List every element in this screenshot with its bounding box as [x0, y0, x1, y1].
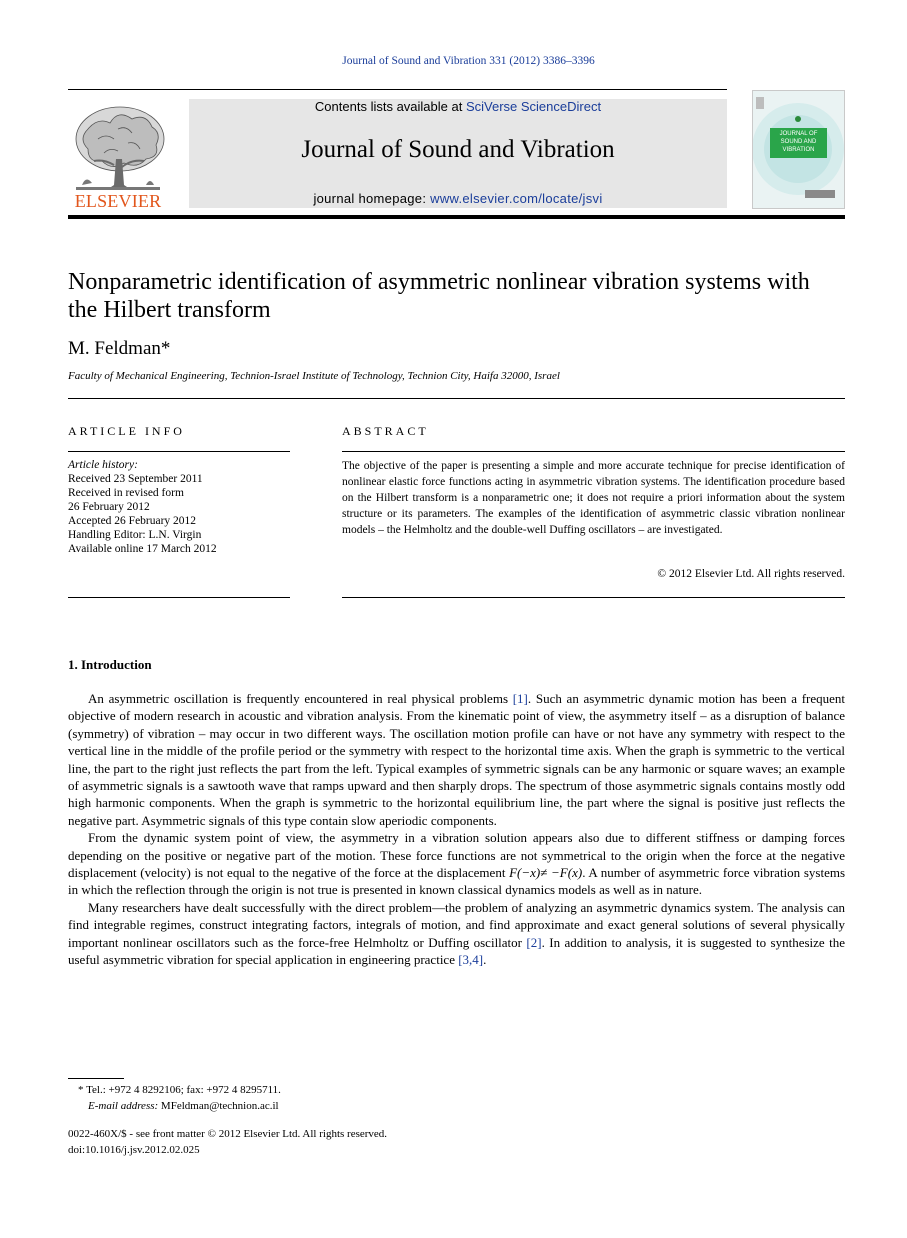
article-info-bottom-rule: [68, 597, 290, 598]
citation-link[interactable]: [2]: [526, 934, 542, 950]
front-matter: [68, 1127, 387, 1158]
article-history: [68, 458, 217, 556]
paragraph-text: . A number of asymmetric force vibration systems in which the reflection through the origin is not true is presented in known classical dynamics models as well as in nature.: [68, 865, 846, 898]
sciencedirect-link[interactable]: SciVerse ScienceDirect: [465, 99, 602, 114]
citation-link[interactable]: [1]: [512, 691, 528, 706]
section-heading-introduction: 1. Introduction: [68, 657, 152, 672]
history-item: 26 February 2012: [68, 501, 150, 513]
author-affiliation: Faculty of Mechanical Engineering, Technion-Israel Institute of Technology, Technion City, Haifa 32000, Israel: [68, 370, 560, 382]
homepage-prefix: journal homepage:: [313, 191, 431, 206]
abstract-bottom-rule: [342, 597, 845, 598]
doi-line[interactable]: doi:10.1016/j.jsv.2012.02.025: [68, 1143, 200, 1156]
footnote-rule: [68, 1078, 124, 1079]
history-item: Accepted 26 February 2012: [68, 515, 197, 527]
introduction-body: [68, 690, 845, 969]
paragraph-text: Many researchers have dealt successfully with the direct problem—the problem of analyzing an asymmetric dynamics system. The analysis can find integrable regimes, construct integrating factors, integrals of motion, and find approximate and exact general solutions of several physically important nonlinear oscillators such as the force-free Helmholtz or Duffing oscillator: [68, 899, 845, 950]
journal-name: Journal of Sound and Vibration: [301, 136, 615, 163]
paragraph: [68, 690, 845, 829]
contents-line: [189, 99, 727, 114]
history-item: Received in revised form: [68, 487, 184, 499]
paragraph-text: From the dynamic system point of view, the asymmetry in a vibration solution appears also due to different stiffness or damping forces depending on the positive or negative part of the motion. These force functions are not symmetrical to the origin when the force at the negative displacement (velocity) is not equal to the negative of the force at the displacement: [68, 830, 845, 881]
paragraph: [68, 829, 845, 899]
footnote-email: [68, 1099, 281, 1115]
history-item: Received 23 September 2011: [68, 473, 203, 485]
affiliation-rule: [68, 398, 845, 399]
abstract-rule: [342, 451, 845, 452]
issn-line: 0022-460X/$ - see front matter © 2012 Elsevier Ltd. All rights reserved.: [68, 1128, 388, 1140]
author-line: [68, 338, 170, 360]
footnote-contact: [68, 1083, 281, 1099]
email-address[interactable]: MFeldman@technion.ac.il: [160, 1099, 279, 1112]
article-info-rule: [68, 451, 290, 452]
footnote-contact-text: Tel.: +972 4 8292106; fax: +972 4 8295711.: [86, 1084, 281, 1096]
citation-link[interactable]: [3,4]: [458, 952, 484, 968]
journal-cover-thumbnail[interactable]: [752, 90, 845, 209]
corresponding-author-mark[interactable]: *: [160, 338, 171, 359]
paragraph-text: . Such an asymmetric dynamic motion has been a frequent objective of modern research in acoustic and vibration analysis. From the kinematic point of view, the asymmetry itself – as a disruption of balance (symmetry) of vibration – may occur in two different ways. The oscillation motion profile can have or not have any symmetry with respect to the vertical line in the middle of the profile period or the symmetry with respect to the horizontal time axis. When the graph is symmetric to the vertical line, the part to the right just reflects the part from the left. Typical examples of symmetric signals can be any harmonic or square waves; an example of asymmetric signals is a sawtooth wave that ramps upward and then sharply drops. The spectrum of those asymmetric signals contains mostly odd high harmonic components. When the graph is symmetric to the horizontal equilibrium line, the part where the signal is positive just reflects the negative part. Asymmetric signals of this type contain slow aperiodic components.: [68, 691, 845, 828]
homepage-link[interactable]: www.elsevier.com/locate/jsvi: [430, 191, 603, 206]
paragraph: [68, 899, 845, 969]
paragraph-text: .: [483, 952, 487, 968]
article-info-heading: ARTICLE INFO: [68, 424, 185, 438]
paragraph-text: An asymmetric oscillation is frequently encountered in real physical problems: [88, 691, 513, 706]
email-label: E-mail address:: [88, 1099, 159, 1112]
cover-title: JOURNAL OF SOUND AND VIBRATION: [779, 131, 818, 153]
inline-math: F(−x)≠ −F(x): [509, 865, 583, 881]
contents-prefix: Contents lists available at: [314, 99, 466, 114]
abstract-text: The objective of the paper is presenting a simple and more accurate technique for precise identification of nonlinear elastic force functions acting in asymmetric vibration systems. The identification procedure based on the Hilbert transform is a nonparametric one; it does not require a priori information about the system structure or its parameters. The examples of the identification of asymmetric classic vibration nonlinear models – the Helmholtz and the double-well Duffing oscillators – are investigated.: [342, 460, 845, 536]
masthead-bottom-rule: [68, 215, 845, 219]
elsevier-wordmark: ELSEVIER: [74, 191, 162, 211]
abstract-copyright: © 2012 Elsevier Ltd. All rights reserved.: [657, 568, 845, 580]
journal-citation[interactable]: Journal of Sound and Vibration 331 (2012) 3386–3396: [342, 55, 595, 67]
history-item: Available online 17 March 2012: [68, 543, 217, 555]
paragraph-text: . In addition to analysis, it is suggested to synthesize the useful asymmetric vibration for special application in engineering practice: [68, 934, 845, 968]
homepage-line: [189, 191, 727, 206]
masthead-top-rule: [68, 89, 727, 90]
author-name: M. Feldman: [68, 338, 161, 359]
abstract-heading: ABSTRACT: [342, 424, 429, 438]
footnotes: [68, 1083, 281, 1114]
history-item: Handling Editor: L.N. Virgin: [68, 529, 202, 541]
footnote-mark: *: [78, 1084, 84, 1096]
article-title: Nonparametric identification of asymmetric nonlinear vibration systems with the Hilbert transform: [68, 269, 810, 323]
history-label: Article history:: [68, 459, 138, 471]
